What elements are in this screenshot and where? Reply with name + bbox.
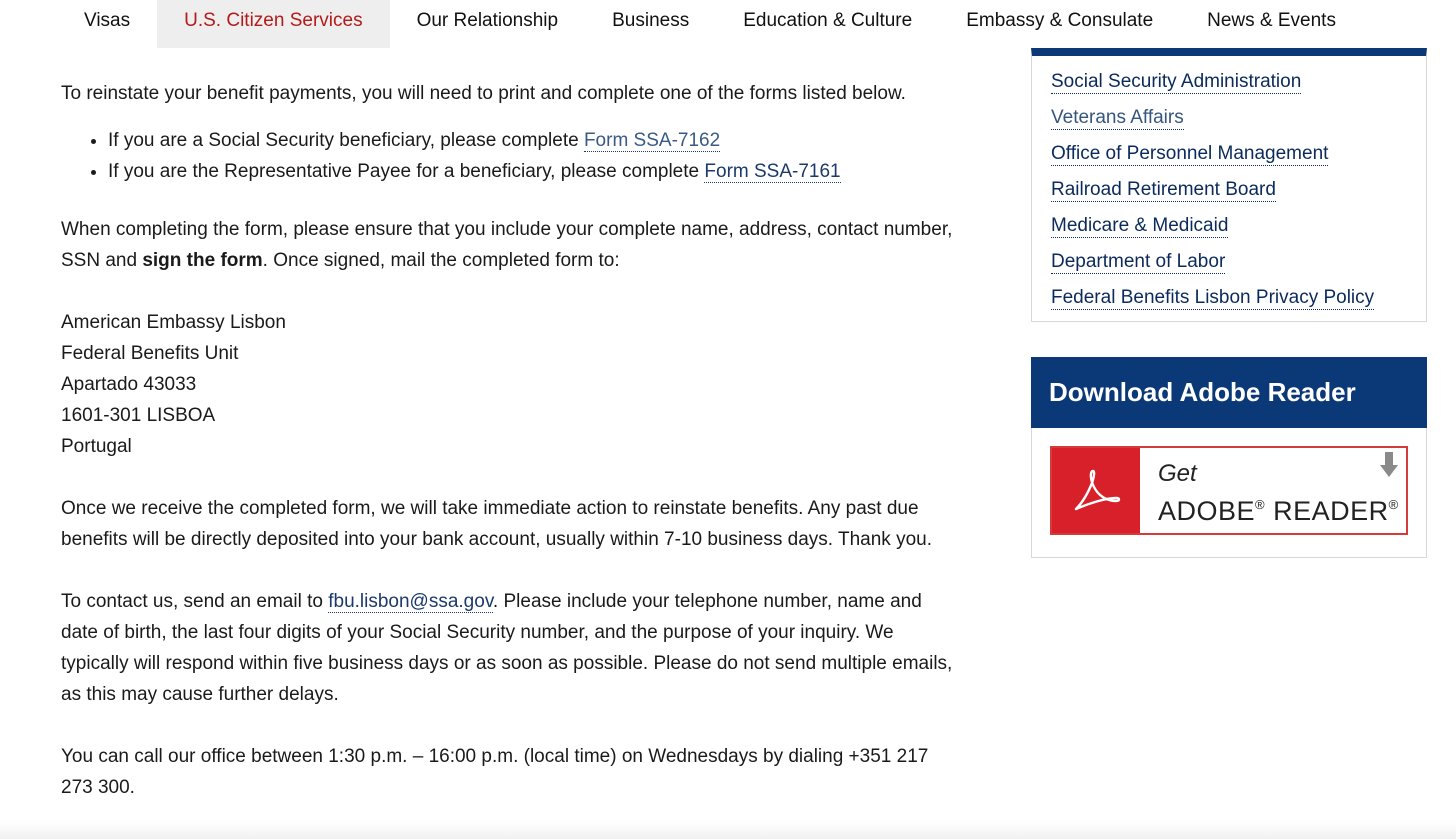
address-line: Federal Benefits Unit bbox=[61, 343, 239, 364]
main-content bbox=[61, 78, 961, 803]
sidebar-link-railroad-retirement-board[interactable]: Railroad Retirement Board bbox=[1051, 179, 1276, 200]
adobe-get-label: Get bbox=[1158, 460, 1197, 487]
adobe-panel-title: Download Adobe Reader bbox=[1031, 357, 1427, 428]
contact-text-end: . Please include your telephone number, name and date of birth, the last four digits of your Social Security number, and the purpose of your inquiry. We typically will respond within five business days or as soon as possible. Please do not send multiple emails, as this may cause further delays. bbox=[61, 591, 953, 705]
nav-tab-news-events[interactable]: News & Events bbox=[1207, 10, 1336, 31]
sidebar-item bbox=[1051, 176, 1426, 212]
adobe-badge-text bbox=[1140, 448, 1406, 533]
completing-paragraph bbox=[61, 214, 961, 276]
download-adobe-reader-panel bbox=[1031, 357, 1427, 558]
registered-mark: ® bbox=[1388, 497, 1399, 512]
address-line: Apartado 43033 bbox=[61, 374, 197, 395]
address-line: American Embassy Lisbon bbox=[61, 312, 286, 333]
nav-tab-business[interactable]: Business bbox=[612, 10, 690, 31]
download-arrow-icon bbox=[1380, 452, 1398, 483]
federal-benefits-links-panel bbox=[1031, 48, 1427, 322]
nav-tab-our-relationship[interactable]: Our Relationship bbox=[416, 10, 559, 31]
sidebar-link-medicare-medicaid[interactable]: Medicare & Medicaid bbox=[1051, 215, 1229, 236]
sidebar-item bbox=[1051, 104, 1426, 140]
address-line: 1601-301 LISBOA bbox=[61, 405, 216, 426]
intro-paragraph: To reinstate your benefit payments, you will need to print and complete one of the forms listed below. bbox=[61, 83, 906, 104]
sidebar-item bbox=[1051, 140, 1426, 176]
list-item bbox=[108, 125, 961, 156]
nav-tab-us-citizen-services[interactable]: U.S. Citizen Services bbox=[157, 0, 389, 48]
completing-text: When completing the form, please ensure that you include your complete name, address, contact number, SSN and bbox=[61, 219, 953, 271]
sidebar-item bbox=[1051, 284, 1426, 320]
form-ssa-7162-link[interactable]: Form SSA-7162 bbox=[583, 130, 721, 151]
list-item-text: If you are a Social Security beneficiary, please complete bbox=[108, 130, 584, 151]
mailing-address bbox=[61, 307, 961, 462]
get-adobe-reader-button[interactable] bbox=[1050, 446, 1408, 535]
call-paragraph: You can call our office between 1:30 p.m. – 16:00 p.m. (local time) on Wednesdays by dialing +351 217 273 300. bbox=[61, 746, 929, 798]
sidebar-item bbox=[1051, 248, 1426, 284]
sidebar-link-social-security-administration[interactable]: Social Security Administration bbox=[1051, 71, 1302, 92]
sidebar-link-office-of-personnel-management[interactable]: Office of Personnel Management bbox=[1051, 143, 1329, 164]
sidebar-link-list bbox=[1032, 56, 1426, 320]
list-item-text: If you are the Representative Payee for a beneficiary, please complete bbox=[108, 161, 705, 182]
sidebar-item bbox=[1051, 212, 1426, 248]
completing-text-end: . Once signed, mail the completed form to: bbox=[262, 250, 620, 271]
contact-paragraph bbox=[61, 586, 961, 710]
nav-tab-embassy-consulate[interactable]: Embassy & Consulate bbox=[966, 10, 1154, 31]
nav-tab-visas[interactable]: Visas bbox=[84, 10, 131, 31]
form-list bbox=[61, 125, 961, 187]
list-item bbox=[108, 156, 961, 187]
contact-text: To contact us, send an email to bbox=[61, 591, 329, 612]
sidebar-link-veterans-affairs[interactable]: Veterans Affairs bbox=[1051, 107, 1184, 128]
address-line: Portugal bbox=[61, 436, 132, 457]
receive-paragraph: Once we receive the completed form, we will take immediate action to reinstate benefits. Any past due benefits will be directly deposited into your bank account, usually within 7-10 business days. Thank you. bbox=[61, 498, 932, 550]
adobe-logo-icon bbox=[1052, 448, 1140, 533]
adobe-word: ADOBE bbox=[1158, 496, 1256, 526]
sidebar-link-department-of-labor[interactable]: Department of Labor bbox=[1051, 251, 1226, 272]
reader-word: READER bbox=[1273, 496, 1389, 526]
sign-form-emphasis: sign the form bbox=[142, 250, 263, 271]
nav-tab-education-culture[interactable]: Education & Culture bbox=[743, 10, 913, 31]
registered-mark: ® bbox=[1255, 497, 1266, 512]
form-ssa-7161-link[interactable]: Form SSA-7161 bbox=[704, 161, 841, 182]
page-bottom-edge bbox=[0, 822, 1456, 839]
sidebar-item bbox=[1051, 68, 1426, 104]
top-navigation bbox=[0, 0, 1456, 48]
contact-email-link[interactable]: fbu.lisbon@ssa.gov bbox=[328, 591, 493, 612]
sidebar-link-privacy-policy[interactable]: Federal Benefits Lisbon Privacy Policy bbox=[1051, 287, 1375, 308]
adobe-reader-label bbox=[1158, 488, 1406, 528]
